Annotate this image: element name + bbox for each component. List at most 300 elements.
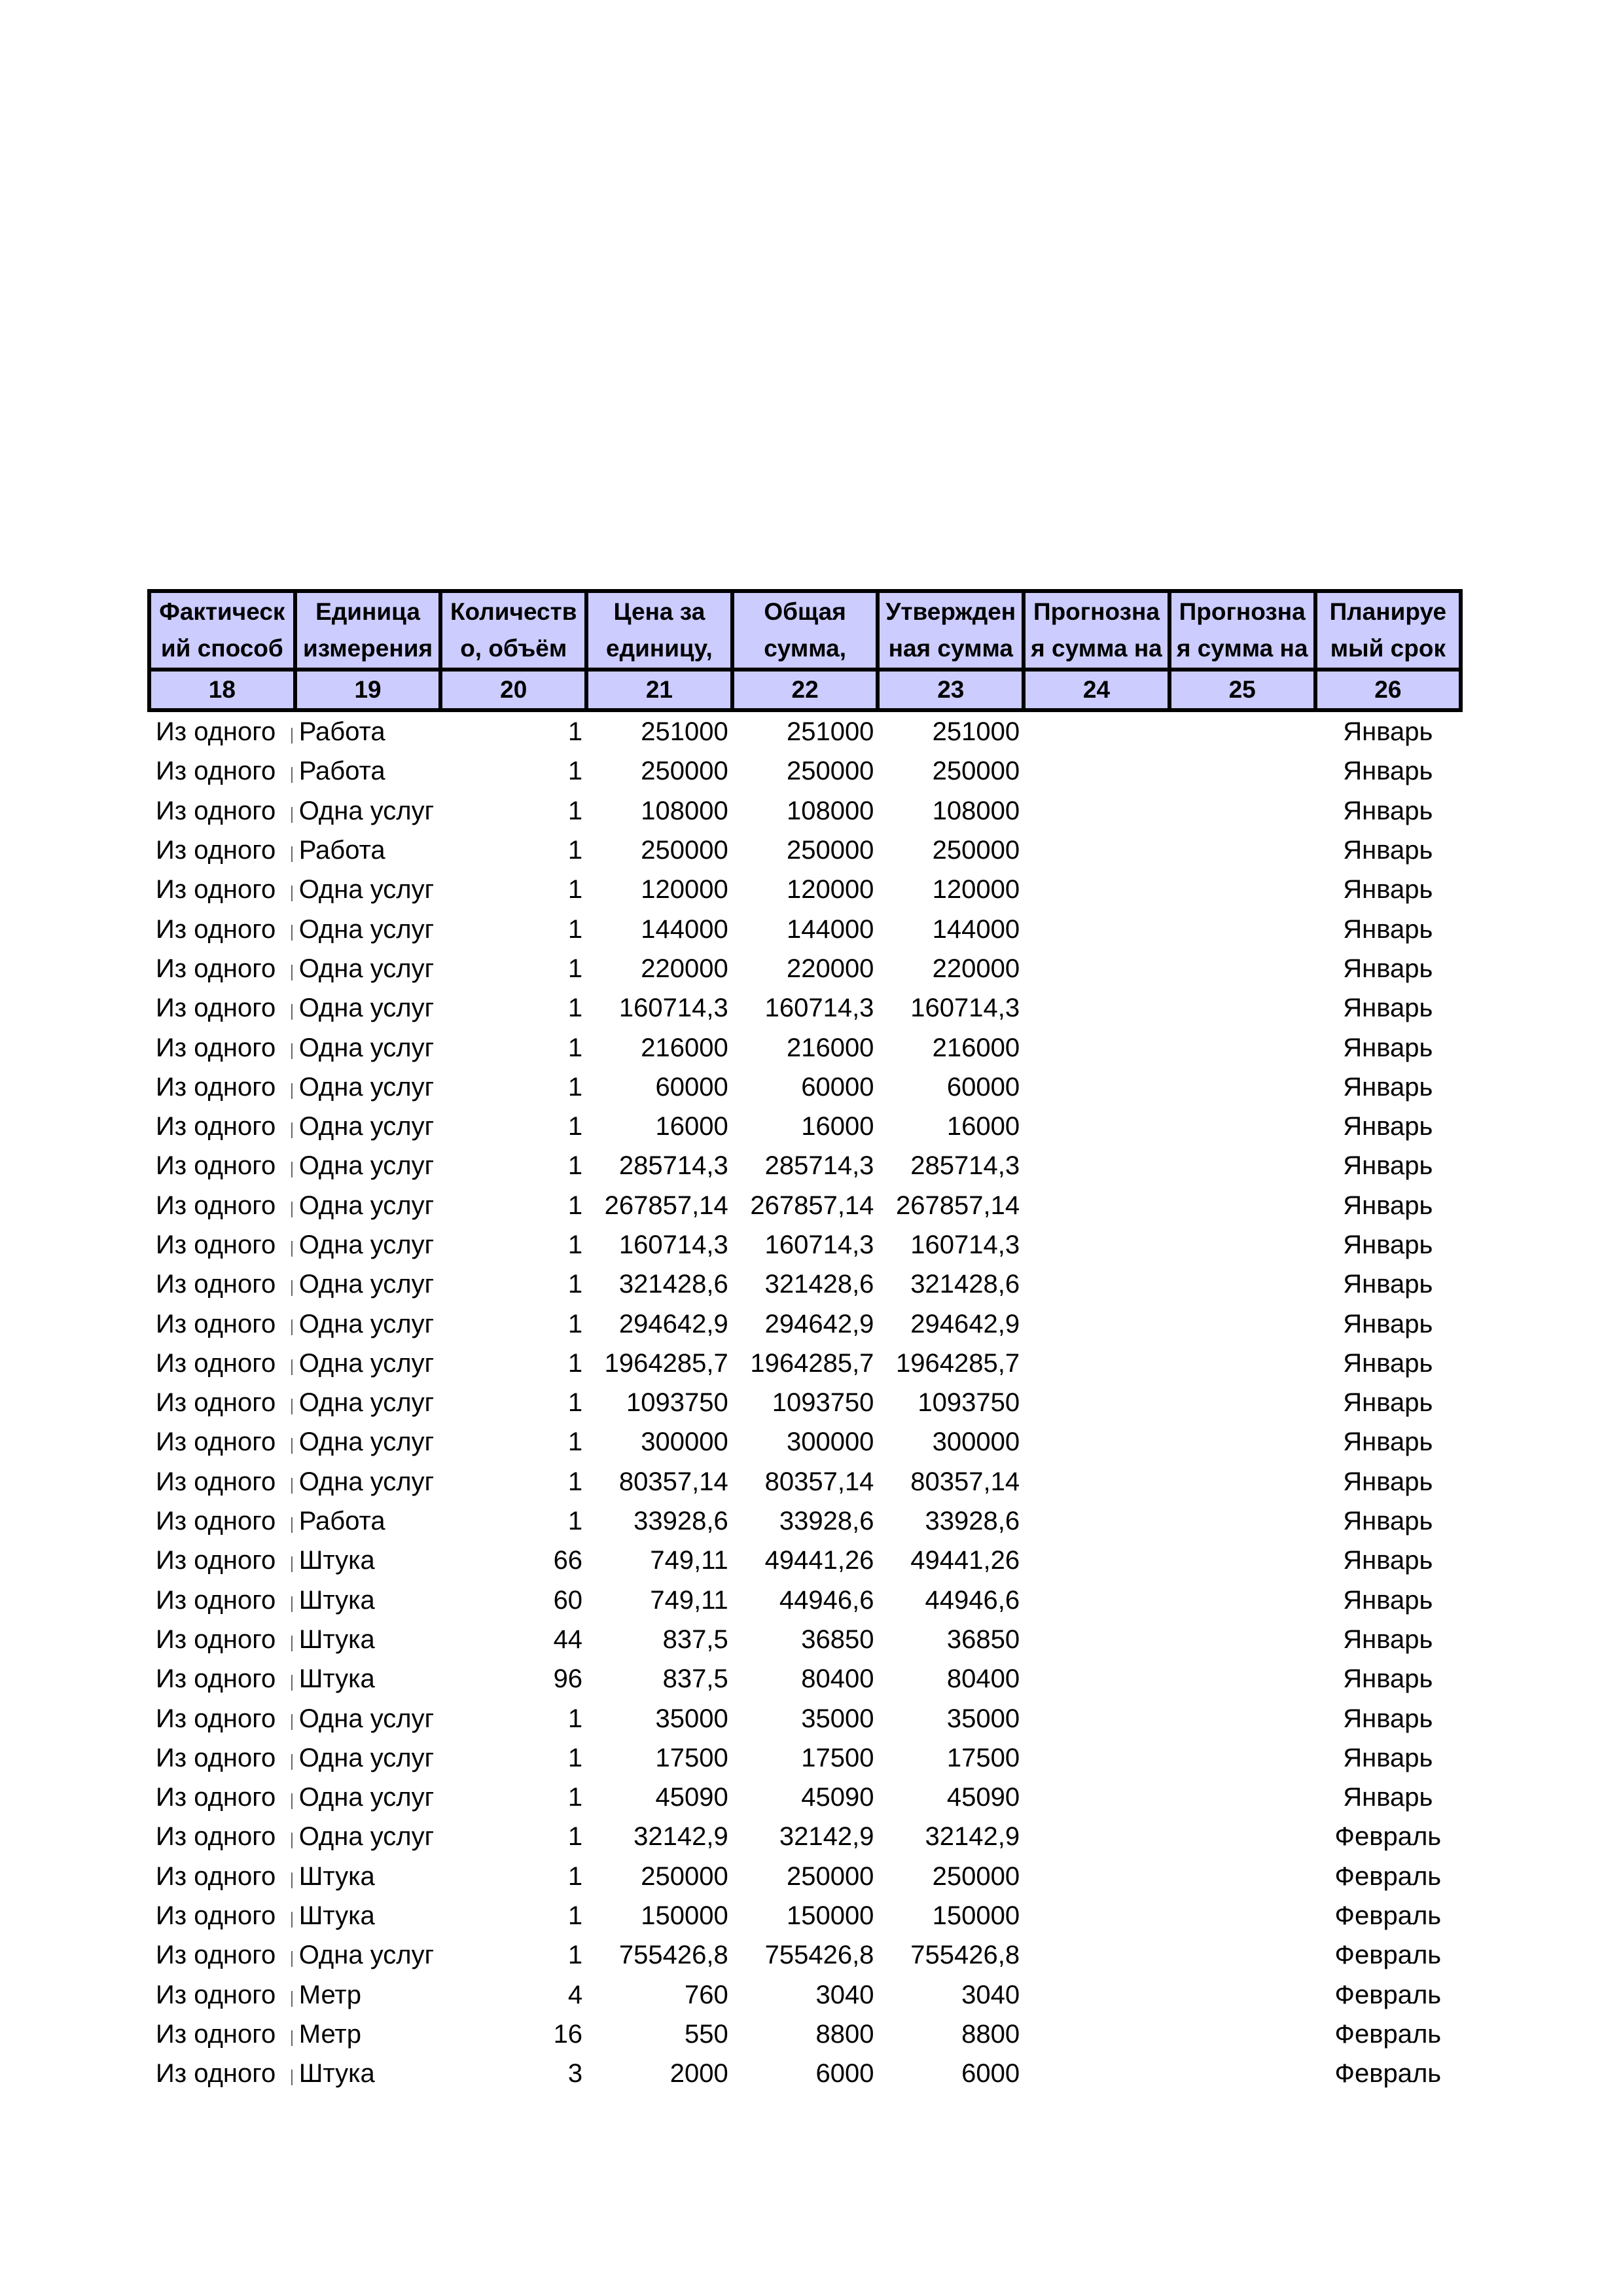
cell-method: Из одного <box>149 949 295 988</box>
cell-quantity: 1 <box>567 1151 583 1181</box>
cell-unit: Одна услуг <box>298 1309 435 1338</box>
cell-planned-term: Январь <box>1343 1388 1433 1418</box>
cell-unit-price: 35000 <box>655 1704 728 1733</box>
cell-unit: Одна услуг <box>298 1270 435 1299</box>
cell-unit-price: 837,5 <box>662 1664 728 1694</box>
cell-total: 755426,8 <box>764 1941 874 1970</box>
cell-method: Из одного <box>149 1659 295 1698</box>
spreadsheet-page <box>147 589 1463 2093</box>
cell-unit: Одна услуг <box>298 994 435 1023</box>
cell-forecast-1 <box>1024 1975 1169 2015</box>
cell-unit-price: 285714,3 <box>618 1151 728 1181</box>
cell-method: Из одного <box>149 1265 295 1304</box>
cell-unit: Одна услуг <box>298 1388 435 1418</box>
cell-quantity: 1 <box>567 1427 583 1457</box>
cell-unit: Одна услуг <box>298 1151 435 1181</box>
cell-approved: 3040 <box>961 1980 1020 2009</box>
cell-forecast-1 <box>1024 909 1169 948</box>
cell-method: Из одного <box>149 988 295 1028</box>
table-row <box>149 1541 1461 1580</box>
cell-total: 220000 <box>786 954 874 983</box>
table-row <box>149 1501 1461 1541</box>
cell-total: 49441,26 <box>764 1546 874 1575</box>
cell-approved: 267857,14 <box>896 1191 1020 1220</box>
cell-forecast-1 <box>1024 1698 1169 1738</box>
cell-unit-price: 550 <box>685 2019 728 2049</box>
cell-planned-term: Январь <box>1343 1309 1433 1338</box>
cell-unit: Одна услуг <box>298 1427 435 1457</box>
cell-method: Из одного <box>149 1344 295 1383</box>
cell-quantity: 1 <box>567 1507 583 1536</box>
table-row <box>149 1698 1461 1738</box>
cell-approved: 300000 <box>932 1427 1020 1457</box>
cell-planned-term: Январь <box>1343 875 1433 905</box>
cell-forecast-2 <box>1169 710 1315 751</box>
column-number: 25 <box>1169 670 1315 710</box>
cell-quantity: 1 <box>567 994 583 1023</box>
cell-forecast-2 <box>1169 1501 1315 1541</box>
cell-forecast-1 <box>1024 710 1169 751</box>
cell-forecast-2 <box>1169 1935 1315 1975</box>
cell-unit-price: 33928,6 <box>633 1507 728 1536</box>
cell-planned-term: Январь <box>1343 994 1433 1023</box>
cell-planned-term: Январь <box>1343 1507 1433 1536</box>
column-number: 26 <box>1315 670 1461 710</box>
cell-unit: Одна услуг <box>298 1112 435 1141</box>
cell-unit: Одна услуг <box>298 914 435 944</box>
cell-unit: Штука <box>298 1585 375 1615</box>
header-row <box>149 591 1461 670</box>
cell-quantity: 1 <box>567 1270 583 1299</box>
cell-forecast-1 <box>1024 1186 1169 1225</box>
cell-unit-price: 250000 <box>641 1861 728 1891</box>
cell-quantity: 1 <box>567 1783 583 1812</box>
cell-total: 160714,3 <box>764 994 874 1023</box>
cell-method: Из одного <box>149 1620 295 1659</box>
cell-method: Из одного <box>149 1698 295 1738</box>
header-forecast-amount-1: Прогнозна я сумма на <box>1024 591 1169 670</box>
cell-method: Из одного <box>149 1778 295 1817</box>
cell-quantity: 1 <box>567 836 583 865</box>
cell-forecast-1 <box>1024 751 1169 791</box>
cell-unit-price: 160714,3 <box>618 1230 728 1259</box>
cell-approved: 36850 <box>946 1624 1020 1654</box>
column-number: 18 <box>149 670 295 710</box>
table-row <box>149 1620 1461 1659</box>
cell-unit-price: 1093750 <box>626 1388 728 1418</box>
cell-approved: 216000 <box>932 1033 1020 1062</box>
cell-method: Из одного <box>149 791 295 831</box>
cell-unit-price: 267857,14 <box>604 1191 728 1220</box>
cell-total: 250000 <box>786 757 874 786</box>
cell-forecast-1 <box>1024 1265 1169 1304</box>
cell-planned-term: Февраль <box>1334 1901 1442 1931</box>
cell-approved: 32142,9 <box>925 1822 1020 1852</box>
cell-method: Из одного <box>149 1146 295 1185</box>
cell-unit: Одна услуг <box>298 954 435 983</box>
cell-planned-term: Январь <box>1343 1546 1433 1575</box>
cell-forecast-2 <box>1169 1422 1315 1462</box>
cell-approved: 150000 <box>932 1901 1020 1931</box>
cell-method: Из одного <box>149 1462 295 1501</box>
cell-total: 250000 <box>786 836 874 865</box>
cell-method: Из одного <box>149 1738 295 1778</box>
cell-unit-price: 749,11 <box>650 1546 728 1575</box>
cell-approved: 250000 <box>932 836 1020 865</box>
header-forecast-amount-2: Прогнозна я сумма на <box>1169 591 1315 670</box>
cell-forecast-1 <box>1024 870 1169 909</box>
cell-method: Из одного <box>149 1304 295 1343</box>
cell-forecast-1 <box>1024 1225 1169 1265</box>
cell-planned-term: Февраль <box>1334 1941 1442 1970</box>
cell-total: 17500 <box>801 1743 874 1772</box>
cell-unit-price: 1964285,7 <box>604 1348 728 1378</box>
procurement-plan-table <box>147 589 1463 2093</box>
cell-planned-term: Февраль <box>1334 1822 1442 1852</box>
header-unit: Единица измерения <box>295 591 441 670</box>
cell-forecast-1 <box>1024 1344 1169 1383</box>
cell-forecast-2 <box>1169 1581 1315 1620</box>
cell-forecast-1 <box>1024 1581 1169 1620</box>
cell-unit: Одна услуг <box>298 1033 435 1062</box>
cell-planned-term: Январь <box>1343 1230 1433 1259</box>
cell-total: 3040 <box>815 1980 874 2009</box>
cell-unit: Работа <box>298 717 385 747</box>
cell-unit: Метр <box>298 1980 361 2009</box>
column-number-row <box>149 670 1461 710</box>
cell-unit: Штука <box>298 2059 375 2089</box>
cell-forecast-2 <box>1169 1304 1315 1343</box>
cell-unit-price: 216000 <box>641 1033 728 1062</box>
cell-unit-price: 150000 <box>641 1901 728 1931</box>
cell-forecast-2 <box>1169 988 1315 1028</box>
cell-method: Из одного <box>149 1501 295 1541</box>
column-number: 23 <box>878 670 1024 710</box>
cell-unit-price: 755426,8 <box>618 1941 728 1970</box>
table-row <box>149 1304 1461 1343</box>
cell-forecast-2 <box>1169 791 1315 831</box>
cell-quantity: 1 <box>567 796 583 825</box>
cell-quantity: 1 <box>567 1388 583 1418</box>
cell-planned-term: Февраль <box>1334 2019 1442 2049</box>
cell-forecast-2 <box>1169 751 1315 791</box>
cell-forecast-2 <box>1169 949 1315 988</box>
cell-quantity: 16 <box>553 2019 583 2049</box>
cell-quantity: 1 <box>567 1822 583 1852</box>
cell-planned-term: Январь <box>1343 1033 1433 1062</box>
cell-forecast-1 <box>1024 1857 1169 1896</box>
cell-method: Из одного <box>149 1541 295 1580</box>
table-row <box>149 1659 1461 1698</box>
cell-approved: 251000 <box>932 717 1020 747</box>
cell-unit: Штука <box>298 1624 375 1654</box>
cell-total: 36850 <box>801 1624 874 1654</box>
cell-total: 294642,9 <box>764 1309 874 1338</box>
cell-method: Из одного <box>149 1186 295 1225</box>
cell-quantity: 1 <box>567 1230 583 1259</box>
cell-forecast-1 <box>1024 1501 1169 1541</box>
cell-forecast-1 <box>1024 1067 1169 1107</box>
cell-unit-price: 300000 <box>641 1427 728 1457</box>
cell-approved: 33928,6 <box>925 1507 1020 1536</box>
cell-quantity: 1 <box>567 1191 583 1220</box>
cell-total: 80400 <box>801 1664 874 1694</box>
cell-total: 300000 <box>786 1427 874 1457</box>
cell-forecast-2 <box>1169 1659 1315 1698</box>
cell-forecast-1 <box>1024 1738 1169 1778</box>
cell-forecast-2 <box>1169 1225 1315 1265</box>
header-planned-term: Планируе мый срок <box>1315 591 1461 670</box>
cell-total: 60000 <box>801 1072 874 1102</box>
cell-planned-term: Январь <box>1343 1151 1433 1181</box>
cell-forecast-1 <box>1024 1896 1169 1935</box>
cell-approved: 45090 <box>946 1783 1020 1812</box>
cell-method: Из одного <box>149 1935 295 1975</box>
cell-planned-term: Январь <box>1343 1585 1433 1615</box>
cell-forecast-1 <box>1024 1304 1169 1343</box>
cell-forecast-2 <box>1169 1265 1315 1304</box>
cell-planned-term: Январь <box>1343 1427 1433 1457</box>
cell-forecast-2 <box>1169 1028 1315 1067</box>
table-row <box>149 710 1461 751</box>
cell-approved: 60000 <box>946 1072 1020 1102</box>
cell-method: Из одного <box>149 1225 295 1265</box>
cell-quantity: 1 <box>567 757 583 786</box>
cell-total: 285714,3 <box>764 1151 874 1181</box>
cell-unit: Штука <box>298 1901 375 1931</box>
cell-approved: 220000 <box>932 954 1020 983</box>
table-row <box>149 1817 1461 1856</box>
cell-total: 33928,6 <box>779 1507 874 1536</box>
cell-unit-price: 108000 <box>641 796 728 825</box>
table-row <box>149 909 1461 948</box>
cell-forecast-1 <box>1024 1817 1169 1856</box>
table-row <box>149 949 1461 988</box>
cell-approved: 160714,3 <box>910 1230 1020 1259</box>
cell-forecast-2 <box>1169 1067 1315 1107</box>
cell-forecast-1 <box>1024 1146 1169 1185</box>
cell-method: Из одного <box>149 1896 295 1935</box>
cell-total: 8800 <box>815 2019 874 2049</box>
cell-method: Из одного <box>149 909 295 948</box>
cell-total: 44946,6 <box>779 1585 874 1615</box>
table-row <box>149 1738 1461 1778</box>
cell-unit: Работа <box>298 1507 385 1536</box>
cell-unit-price: 294642,9 <box>618 1309 728 1338</box>
cell-unit-price: 250000 <box>641 757 728 786</box>
cell-approved: 160714,3 <box>910 994 1020 1023</box>
column-number: 22 <box>732 670 878 710</box>
cell-forecast-1 <box>1024 1383 1169 1422</box>
cell-forecast-2 <box>1169 1107 1315 1146</box>
cell-quantity: 1 <box>567 914 583 944</box>
cell-planned-term: Январь <box>1343 717 1433 747</box>
cell-planned-term: Январь <box>1343 1743 1433 1772</box>
cell-planned-term: Январь <box>1343 1270 1433 1299</box>
cell-method: Из одного <box>149 870 295 909</box>
cell-planned-term: Январь <box>1343 1191 1433 1220</box>
table-row <box>149 791 1461 831</box>
cell-method: Из одного <box>149 1067 295 1107</box>
cell-planned-term: Февраль <box>1334 1980 1442 2009</box>
cell-forecast-2 <box>1169 1541 1315 1580</box>
cell-forecast-1 <box>1024 1935 1169 1975</box>
cell-method: Из одного <box>149 1422 295 1462</box>
cell-total: 251000 <box>786 717 874 747</box>
cell-planned-term: Январь <box>1343 914 1433 944</box>
cell-forecast-2 <box>1169 870 1315 909</box>
cell-forecast-2 <box>1169 1344 1315 1383</box>
cell-total: 108000 <box>786 796 874 825</box>
table-row <box>149 1778 1461 1817</box>
table-row <box>149 1935 1461 1975</box>
cell-planned-term: Январь <box>1343 1112 1433 1141</box>
cell-approved: 44946,6 <box>925 1585 1020 1615</box>
cell-quantity: 1 <box>567 1033 583 1062</box>
cell-approved: 8800 <box>961 2019 1020 2049</box>
cell-forecast-1 <box>1024 2015 1169 2054</box>
cell-quantity: 4 <box>567 1980 583 2009</box>
cell-forecast-2 <box>1169 1620 1315 1659</box>
cell-unit-price: 80357,14 <box>618 1467 728 1496</box>
cell-quantity: 96 <box>553 1664 583 1694</box>
cell-approved: 35000 <box>946 1704 1020 1733</box>
cell-forecast-1 <box>1024 791 1169 831</box>
cell-total: 250000 <box>786 1861 874 1891</box>
table-row <box>149 831 1461 870</box>
cell-quantity: 1 <box>567 875 583 905</box>
column-number: 20 <box>440 670 586 710</box>
cell-unit-price: 60000 <box>655 1072 728 1102</box>
cell-total: 150000 <box>786 1901 874 1931</box>
table-row <box>149 751 1461 791</box>
cell-approved: 250000 <box>932 1861 1020 1891</box>
cell-quantity: 1 <box>567 1309 583 1338</box>
cell-quantity: 3 <box>567 2059 583 2089</box>
cell-method: Из одного <box>149 1975 295 2015</box>
table-row <box>149 988 1461 1028</box>
cell-forecast-2 <box>1169 1738 1315 1778</box>
cell-unit-price: 160714,3 <box>618 994 728 1023</box>
cell-forecast-1 <box>1024 831 1169 870</box>
cell-total: 32142,9 <box>779 1822 874 1852</box>
table-row <box>149 2015 1461 2054</box>
cell-forecast-2 <box>1169 909 1315 948</box>
table-row <box>149 1344 1461 1383</box>
cell-unit-price: 837,5 <box>662 1624 728 1654</box>
cell-forecast-2 <box>1169 1778 1315 1817</box>
table-row <box>149 1857 1461 1896</box>
cell-unit: Одна услуг <box>298 796 435 825</box>
cell-approved: 144000 <box>932 914 1020 944</box>
cell-method: Из одного <box>149 2015 295 2054</box>
cell-unit: Штука <box>298 1861 375 1891</box>
cell-unit: Штука <box>298 1546 375 1575</box>
cell-approved: 1093750 <box>918 1388 1020 1418</box>
header-quantity: Количеств о, объём <box>440 591 586 670</box>
cell-unit-price: 760 <box>685 1980 728 2009</box>
cell-approved: 285714,3 <box>910 1151 1020 1181</box>
cell-forecast-1 <box>1024 1028 1169 1067</box>
cell-unit-price: 16000 <box>655 1112 728 1141</box>
cell-forecast-2 <box>1169 2054 1315 2093</box>
cell-forecast-1 <box>1024 1422 1169 1462</box>
cell-planned-term: Февраль <box>1334 2059 1442 2089</box>
cell-forecast-2 <box>1169 1857 1315 1896</box>
cell-quantity: 1 <box>567 1704 583 1733</box>
cell-method: Из одного <box>149 831 295 870</box>
cell-forecast-2 <box>1169 1817 1315 1856</box>
table-body <box>149 710 1461 2093</box>
cell-approved: 755426,8 <box>910 1941 1020 1970</box>
cell-method: Из одного <box>149 1857 295 1896</box>
cell-quantity: 1 <box>567 1072 583 1102</box>
cell-approved: 294642,9 <box>910 1309 1020 1338</box>
table-row <box>149 1581 1461 1620</box>
cell-planned-term: Январь <box>1343 757 1433 786</box>
header-total-amount: Общая сумма, <box>732 591 878 670</box>
column-number: 19 <box>295 670 441 710</box>
cell-forecast-2 <box>1169 1383 1315 1422</box>
cell-total: 120000 <box>786 875 874 905</box>
table-row <box>149 1186 1461 1225</box>
cell-total: 45090 <box>801 1783 874 1812</box>
cell-forecast-1 <box>1024 949 1169 988</box>
cell-forecast-1 <box>1024 1541 1169 1580</box>
cell-unit: Одна услуг <box>298 1941 435 1970</box>
cell-method: Из одного <box>149 1383 295 1422</box>
cell-planned-term: Январь <box>1343 1348 1433 1378</box>
cell-unit: Одна услуг <box>298 1467 435 1496</box>
cell-planned-term: Январь <box>1343 954 1433 983</box>
cell-quantity: 1 <box>567 1901 583 1931</box>
cell-unit: Работа <box>298 757 385 786</box>
cell-approved: 49441,26 <box>910 1546 1020 1575</box>
cell-forecast-1 <box>1024 1778 1169 1817</box>
cell-method: Из одного <box>149 1107 295 1146</box>
cell-unit-price: 2000 <box>669 2059 728 2089</box>
cell-approved: 321428,6 <box>910 1270 1020 1299</box>
cell-unit-price: 120000 <box>641 875 728 905</box>
cell-total: 216000 <box>786 1033 874 1062</box>
cell-unit-price: 220000 <box>641 954 728 983</box>
cell-approved: 1964285,7 <box>896 1348 1020 1378</box>
cell-quantity: 1 <box>567 1743 583 1772</box>
cell-quantity: 1 <box>567 1348 583 1378</box>
table-row <box>149 1028 1461 1067</box>
cell-unit: Одна услуг <box>298 1743 435 1772</box>
cell-unit-price: 32142,9 <box>633 1822 728 1852</box>
table-row <box>149 1067 1461 1107</box>
cell-forecast-2 <box>1169 2015 1315 2054</box>
cell-forecast-2 <box>1169 1975 1315 2015</box>
cell-total: 321428,6 <box>764 1270 874 1299</box>
cell-unit: Одна услуг <box>298 1704 435 1733</box>
cell-quantity: 1 <box>567 717 583 747</box>
cell-unit: Штука <box>298 1664 375 1694</box>
cell-forecast-2 <box>1169 1186 1315 1225</box>
cell-planned-term: Январь <box>1343 1072 1433 1102</box>
cell-method: Из одного <box>149 751 295 791</box>
cell-method: Из одного <box>149 2054 295 2093</box>
header-unit-price: Цена за единицу, <box>586 591 732 670</box>
cell-total: 144000 <box>786 914 874 944</box>
cell-forecast-2 <box>1169 1698 1315 1738</box>
cell-planned-term: Январь <box>1343 1704 1433 1733</box>
table-row <box>149 1107 1461 1146</box>
cell-unit: Одна услуг <box>298 1783 435 1812</box>
cell-quantity: 1 <box>567 954 583 983</box>
